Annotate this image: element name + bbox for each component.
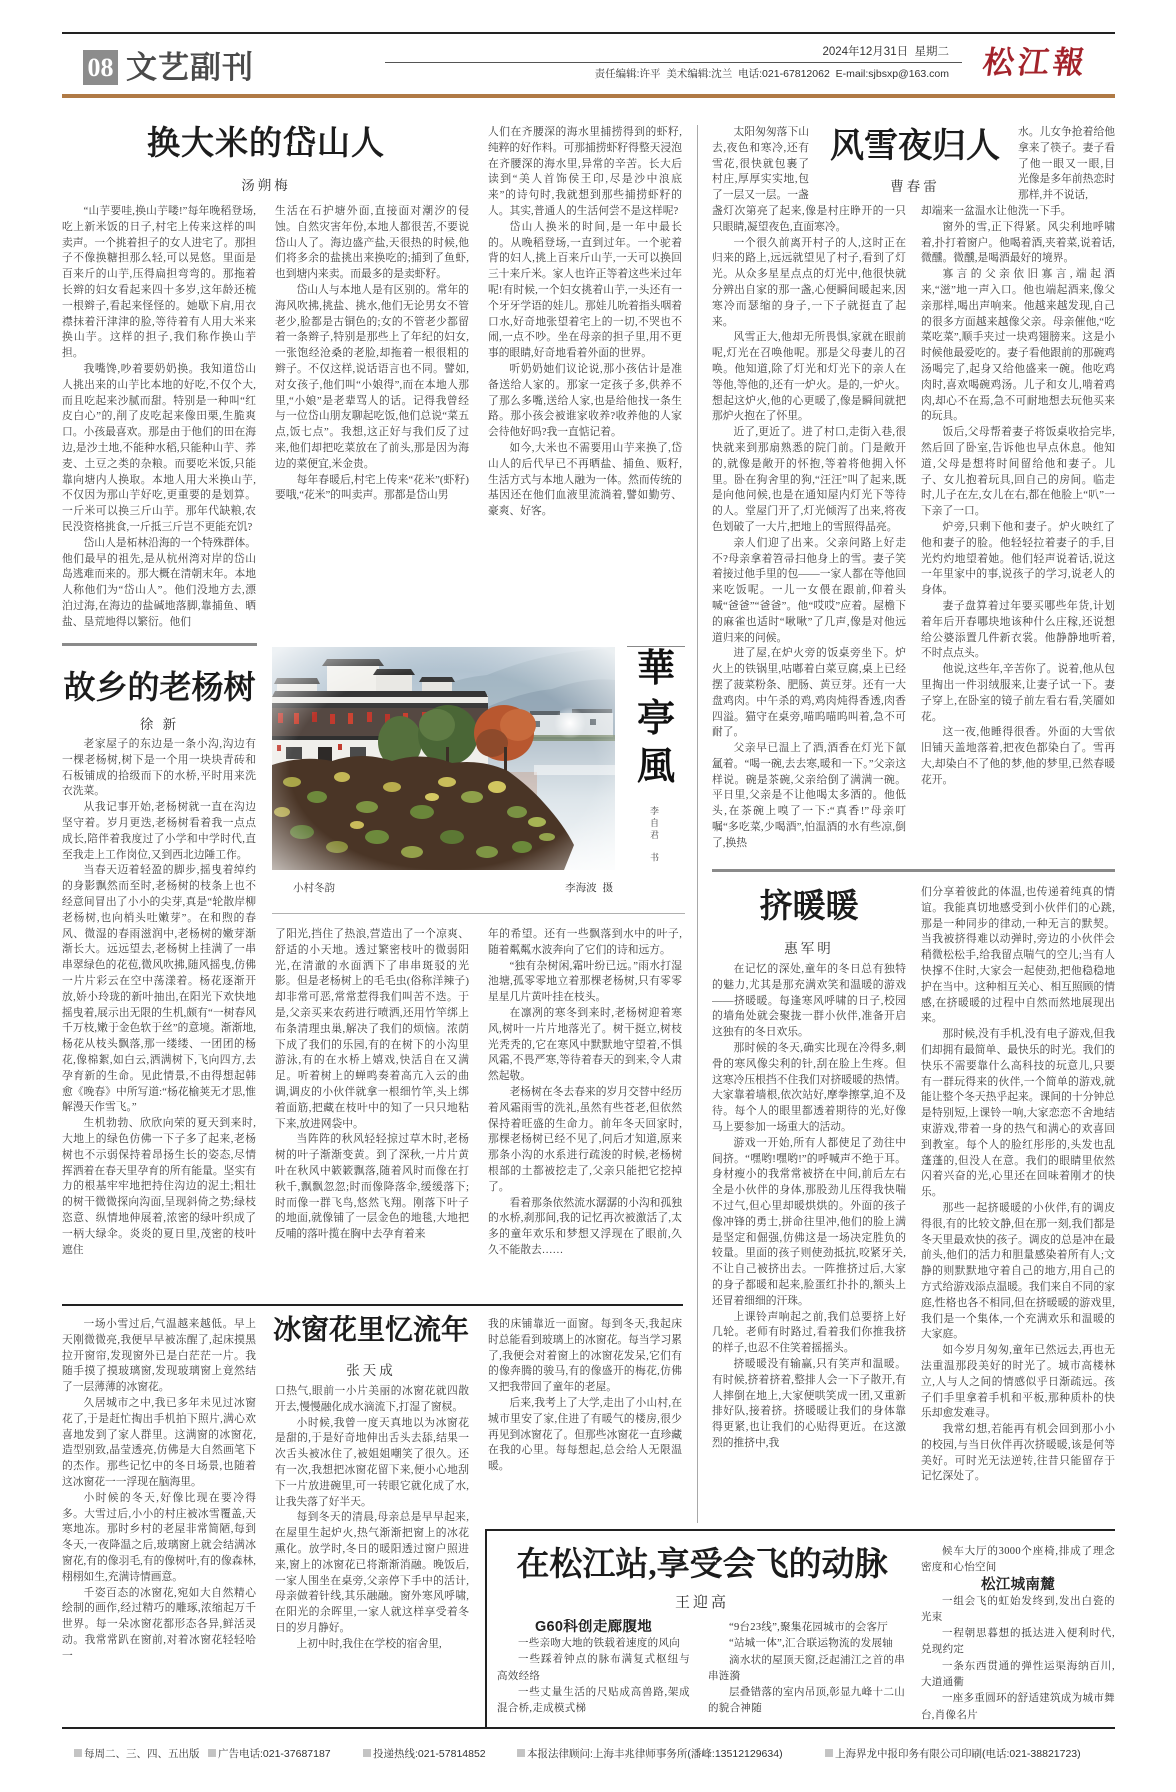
paragraph: 太阳匆匆落下山去,夜色和寒冷,还有雪花,很快就包裹了村庄,厚厚实实地,包了一层又一层。一盏 <box>712 126 809 202</box>
paragraph: 层叠错落的室内吊顶,彰显九峰十二山的貌合神随 <box>708 1687 905 1715</box>
poem-box-left-border <box>485 1529 487 1727</box>
article-author: 汤朔梅 <box>241 178 291 193</box>
article-column <box>488 125 682 631</box>
photo-village-winter <box>272 647 615 870</box>
paragraph: 们分享着彼此的体温,也传递着纯真的情谊。我能真切地感受到小伙伴们的心跳,那是一种同步的律动,一种无言的默契。当我被挤得难以动弹时,旁边的小伙伴会稍微松松手,给我留点喘气的空儿;当有人快撑不住时,大家会一起使劲,把他稳稳地护在当中。这种相互关心、相互照顾的情感,在挤暖暖的过程中自然而然地展现出来。 <box>921 886 1115 1025</box>
article-column-narrow <box>712 125 809 204</box>
vertical-divider <box>697 125 698 1523</box>
footer-item-schedule <box>74 1747 200 1761</box>
article-column <box>275 927 469 1291</box>
paragraph: 如今岁月匆匆,童年已然远去,再也无法重温那段美好的时光了。城市高楼林立,人与人之间的情感似乎日渐疏远。孩子们手里拿着手机和平板,那种质朴的快乐却愈发难寻。 <box>921 1344 1115 1420</box>
paragraph: 在记忆的深处,童年的冬日总有独特的魅力,尤其是那充满欢笑和温暖的游戏——挤暖暖。每逢寒风呼啸的日子,校园的墙角处就会聚拢一群小伙伴,准备开启这独有的冬日欢乐。 <box>712 963 906 1039</box>
paragraph: 我常幻想,若能再有机会回到那小小的校园,与当日伙伴再次挤暖暖,该是何等美好。可时光无法逆转,往昔只能留存于记忆深处了。 <box>921 1423 1115 1483</box>
paragraph: 上初中时,我住在学校的宿舍里, <box>296 1637 442 1650</box>
poem-author: 王迎高 <box>674 1595 729 1611</box>
poem-lines <box>921 1544 1115 1577</box>
header-brown-rule <box>62 94 1115 98</box>
poem-column <box>497 1619 690 1725</box>
footer-item-printer <box>825 1747 1081 1761</box>
article-author: 徐 新 <box>139 717 180 732</box>
article-column <box>275 1384 469 1717</box>
paragraph: 游戏一开始,所有人都使足了劲往中间挤。“嘿哟!嘿哟!”的呼喊声不绝于耳。身材瘦小的我常常被挤在中间,前后左右全是小伙伴的身体,那股劲儿压得我快喘不过气,但心里却暖烘烘的。外面的孩子像冲锋的勇士,拼命往里冲,他们的脸上满是坚定和倔强,仿佛这是一场决定胜负的较量。里面的孩子则使劲抵抗,咬紧牙关,不让自己被挤出去。一阵推挤过后,大家的身子都暖和起来,脸蛋红扑扑的,额头上还冒着细细的汗珠。 <box>712 1136 906 1307</box>
paragraph: 一组会飞的虹始发终到,发出白瓷的光束 <box>921 1595 1115 1623</box>
paragraph: 那些一起挤暖暖的小伙伴,有的调皮得很,有的比较文静,但在那一刻,我们都是冬天里最欢快的孩子。调皮的总是冲在最前头,他们的活力和胆量感染着所有人;文静的则默默地守着自己的地方,用自己的方式给游戏添点温暖。我们来自不同的家庭,性格也各不相同,但在挤暖暖的游戏里,我们是一个集体,一个充满欢乐和温暖的大家庭。 <box>921 1201 1115 1341</box>
footer-text: 每周二、三、四、五出版 <box>84 1748 200 1760</box>
paragraph: 年的希望。还有一些飘落到水中的叶子,随着粼粼水波奔向了它们的诗和远方。 <box>488 928 682 956</box>
square-bullet-icon <box>517 1749 525 1757</box>
footer-item-delivery <box>363 1747 486 1761</box>
paragraph: 盏灯次第亮了起来,像是村庄睁开的一只只眼睛,凝望夜色,直面寒冷。 <box>712 205 906 233</box>
paragraph: 口热气,眼前一小片美丽的冰窗花就四散开去,慢慢融化成水滴流下,打湿了窗棂。 <box>275 1385 469 1413</box>
paragraph: 我的床铺靠近一面窗。每到冬天,我起床时总能看到玻璃上的冰窗花。每当学习累了,我便会对着窗上的冰窗花发呆,它们有的像奔腾的骏马,有的像盛开的梅花,仿佛又把我带回了童年的老屋。 <box>488 1318 682 1394</box>
paragraph: 挤暖暖没有输赢,只有笑声和温暖。有时候,挤着挤着,整排人会一下子散开,有人摔倒在地上,大家便哄笑成一团,又重新排好队,接着挤。挤暖暖让我们的身体靠得更紧,也让我们的心贴得更近。在这激烈的推挤中,我 <box>712 1357 906 1449</box>
paragraph: 风雪正大,他却无所畏惧,家就在眼前呢,灯光在召唤他呢。那是父母妻儿的召唤。他知道,除了灯光和灯光下的亲人在等他,等他的,还有一炉火。是的,一炉火。想起这炉火,他的心更暖了,像是瞬间就把那炉火抱在了怀里。 <box>712 331 906 423</box>
paragraph: 当阵阵的秋风轻轻掠过草木时,老杨树的叶子渐渐变黄。到了深秋,一片片黄叶在秋风中簌簌飘落,随着风时而像在打秋千,飘飘忽忽;时而像降落伞,缓缓落下;时而像一群飞鸟,悠然飞翔。刚落下叶子的地面,就像铺了一层金色的地毯,大地把反哺的落叶揽在胸中去孕育着来 <box>275 1133 469 1241</box>
square-bullet-icon <box>208 1749 216 1757</box>
paragraph: 每年春暖后,村宅上传来“花米”(虾籽)要哦,“花米”的叫卖声。那都是岱山男 <box>275 473 469 502</box>
square-bullet-icon <box>74 1749 82 1757</box>
page-bottom-rule <box>62 1727 1115 1729</box>
newspaper-logo: 松江報 <box>980 45 1091 80</box>
paragraph: 我嘴馋,吵着要奶奶换。我知道岱山人挑出来的山芋比本地的好吃,不仅个大,而且吃起来沙腻而甜。特别是一种叫“红皮白心”的,削了皮吃起来像田栗,生脆爽口。小孩最喜欢。那是由于他们的田在海边,是沙土地,不能种水稻,只能种山芋、荞麦、土豆之类的杂粮。而要吃米饭,只能靠向塘内人换取。本地人用大米换山芋,不仅因为那山芋好吃,更重要的是划算。一斤米可以换三斤山芋。那年代缺粮,农民没资格挑食,一斤抵三斤岂不更能充饥? <box>62 362 256 533</box>
footer-text: 上海界龙中报印务有限公司印刷(电话:021-38821723) <box>835 1748 1081 1760</box>
article-author: 曹春雷 <box>890 179 940 194</box>
article-top-rule <box>62 643 257 646</box>
article-top-rule <box>712 869 1115 872</box>
paragraph: 老家屋子的东边是一条小沟,沟边有一棵老杨树,树下是一个用一块块青砖和石板铺成的拾级而下的水桥,平时用来洗衣洗菜。 <box>62 738 256 798</box>
footer-item-ad-phone <box>208 1747 331 1761</box>
footer-text: 投递热线:021-57814852 <box>373 1748 486 1760</box>
photo-credit: 李海波 摄 <box>565 882 613 894</box>
poem-column <box>708 1620 905 1724</box>
paragraph: 一场小雪过后,气温越来越低。早上天刚微微亮,我便早早被冻醒了,起床摸黑拉开窗帘,发现窗外已是白茫茫一片。我随手摸了摸玻璃窗,发现玻璃窗上竟然结了一层薄薄的冰窗花。 <box>62 1318 256 1394</box>
article-column <box>62 204 256 631</box>
landscape-photo-icon <box>272 647 615 870</box>
paragraph: 岱山人是柘林沿海的一个特殊群体。他们最早的祖先,是从杭州湾对岸的岱山岛逃难而来的。那大概在清朝末年。本地人称他们为“岱山人”。他们没地方去,漂泊过海,在海边的盐碱地落脚,靠捕鱼、晒盐、垦荒地得以繁衍。他们 <box>62 536 256 628</box>
paragraph: 人们在齐腰深的海水里捕捞得到的虾籽,纯粹的好作料。可那捕捞虾籽得整天浸泡在齐腰深的海水里,异常的辛苦。长大后读到“美人首饰侯王印,尽是沙中浪底来”的诗句时,我就想到那些捕捞虾籽的人。其实,普通人的生活何尝不是这样呢? <box>488 126 682 217</box>
paragraph: 一条东西贯通的弹性运渠海纳百川,大道通衢 <box>921 1660 1115 1689</box>
paragraph: 小时候,我曾一度天真地以为冰窗花是甜的,于是好奇地伸出舌头去舔,结果一次舌头被冰住了,被姐姐嘲笑了很久。还有一次,我想把冰窗花留下来,便小心地刮下一片放进碗里,可一转眼它就化成了水,让我失落了好半天。 <box>275 1416 469 1508</box>
footer-text: 本报法律顾问:上海丰兆律师事务所(潘峰:13512129634) <box>527 1748 783 1760</box>
paragraph: 炉旁,只剩下他和妻子。炉火映红了他和妻子的脸。他轻轻拉着妻子的手,目光灼灼地望着她。他们轻声说着话,说这一年里家中的事,说孩子的学习,说老人的身体。 <box>921 520 1115 597</box>
poem-lines <box>497 1636 690 1717</box>
paragraph: 如今,大米也不需要用山芋来换了,岱山人的后代早已不再晒盐、捕鱼、贩籽,生活方式与本地人融为一体。然而传统的基因还在他们血液里流淌着,譬如勤劳、豪爽、好客。 <box>488 441 682 518</box>
paragraph: 却端来一盆温水让他洗一下手。 <box>921 205 1072 217</box>
paragraph: 水。儿女争抢着给他拿来了筷子。妻子看了他一眼又一眼,目光像是多年前热恋时那样,并不说话, <box>1018 126 1115 202</box>
article-title: 换大米的岱山人 <box>147 126 385 162</box>
paragraph: 那时候,没有手机,没有电子游戏,但我们却拥有最简单、最快乐的时光。我们的快乐不需要靠什么高科技的玩意儿,只要有一群玩得来的伙伴,一个简单的游戏,就能让整个冬天热乎起来。课间的十分钟总是特别短,上课铃一响,大家恋恋不舍地结束游戏,带着一身的热气和满心的欢喜回到教室。每个人的脸红彤彤的,头发也乱蓬蓬的,但没人在意。我们的眼睛里依然闪着兴奋的光,心里还在回味着刚才的快乐。 <box>921 1028 1115 1199</box>
article-column <box>921 885 1115 1518</box>
calligraphy-char: 華 <box>636 648 675 690</box>
article-column <box>488 1317 682 1507</box>
poem-box-top-border <box>485 1529 1115 1531</box>
paragraph: 近了,更近了。进了村口,走街入巷,很快就来到那扇熟悉的院门前。门是敞开的,就像是敞开的怀抱,等着将他拥入怀里。卧在狗舍里的狗,“汪汪”叫了起来,既是向他问候,也是在通知屋内灯光下等待的人。堂屋门开了,灯光倾泻了出来,将夜色划破了一大片,把地上的雪照得晶亮。 <box>712 426 906 533</box>
poem-section-heading: 松江城南麓 <box>981 1576 1055 1593</box>
page-number-badge: 08 <box>83 50 118 85</box>
article-author: 张天成 <box>346 1363 396 1378</box>
paragraph: 后来,我考上了大学,走出了小山村,在城市里安了家,住进了有暖气的楼房,很少再见到冰窗花了。但那些冰窗花一直珍藏在我的心里。每每想起,总会给人无限温暖。 <box>488 1396 682 1473</box>
paragraph: 在凛冽的寒冬到来时,老杨树迎着寒风,树叶一片片地落光了。树干挺立,树枝光秃秃的,它在寒风中默默地守望着,不惧风霜,不畏严寒,等待着春天的到来,令人肃然起敬。 <box>488 1006 682 1083</box>
poem-section-heading: G60科创走廊腹地 <box>534 1619 653 1635</box>
paragraph: 妻子盘算着过年要买哪些年货,计划着年后开春哪块地该种什么庄稼,还说想给公婆添置几件新衣裳。他静静地听着,不时点点头。 <box>921 599 1115 660</box>
header-top-rule <box>62 32 1115 34</box>
article-column <box>921 204 1115 852</box>
paragraph: 老杨树在冬去春来的岁月交替中经历着风霜雨雪的洗礼,虽然有些苍老,但依然保持着旺盛的生命力。前年冬天回家时,那棵老杨树已经不见了,问后才知道,原来那条小沟的水系进行疏浚的时候,老杨树根部的土都被挖走了,父亲只能把它挖掉了。 <box>488 1085 682 1193</box>
paragraph: 上课铃声响起之前,我们总要挤上好几轮。老师有时路过,看着我们你推我挤的样子,也忍不住笑着摇摇头。 <box>712 1310 906 1355</box>
issue-date: 2024年12月31日 星期二 <box>822 46 949 58</box>
article-column <box>488 927 682 1291</box>
calligraphy-char: 風 <box>636 746 675 788</box>
paragraph: 生活在石护塘外面,直接面对潮汐的侵蚀。自然灾害年份,本地人都很苦,不要说岱山人了。海边盛产盐,天很热的时候,他们将多余的盐挑出来换吃的;捕到了鱼虾,也到塘内来卖。而最多的是卖虾籽。 <box>275 205 469 281</box>
paragraph: 久居城市之中,我已多年未见过冰窗花了,于是赶忙掏出手机拍下照片,满心欢喜地发到了家人群里。这满窗的冰窗花,造型别致,晶莹透亮,仿佛是大自然画笔下的杰作。那些记忆中的冬日场景,也随着这冰窗花一一浮现在脑海里。 <box>62 1396 256 1488</box>
paragraph: 了阳光,挡住了热浪,营造出了一个凉爽、舒适的小天地。透过繁密枝叶的微弱阳光,在清澈的水面洒下了串串斑驳的光影。但是老杨树上的毛毛虫(俗称洋辣子)却非常可恶,常常惹得我们叫苦不迭。于是,父亲买来农药进行喷洒,还用竹竿绑上布条清理虫巢,解决了我们的烦恼。浓荫下成了我们的乐园,有的在树下的小沟里游泳,有的在水桥上嬉戏,快活自在又满足。听着树上的蝉鸣奏着高亢入云的曲调,调皮的小伙伴就拿一根细竹竿,头上绑着面筋,把藏在枝叶中的知了一只只地粘下来,放进网袋中。 <box>275 928 469 1130</box>
paragraph: 生机勃勃、欣欣向荣的夏天到来时,大地上的绿色仿佛一下子多了起来,老杨树也不示弱保持着昂扬生长的姿态,尽情挥洒着在春天里孕育的所有能量。坚实有力的根基牢牢地把持住沟边的泥土;粗壮的树干微微探向沟面,呈现斜倚之势;绿枝恣意、纵情地伸展着,浓密的绿叶织成了一柄大绿伞。炎炎的夏日里,茂密的枝叶遮住 <box>62 1117 256 1256</box>
paragraph: 一些亲吻大地的铁载着速度的风向 <box>518 1638 680 1649</box>
paragraph: 每到冬天的清晨,母亲总是早早起来,在屋里生起炉火,热气渐渐把窗上的冰花熏化。放学时,冬日的暖阳透过窗户照进来,窗上的冰窗花已将渐渐消融。晚饭后,一家人围坐在桌旁,父亲停下手中的活计,母亲做着针线,其乐融融。窗外寒风呼啸,在阳光的余晖里,一家人就这样享受着冬日的岁月静好。 <box>275 1511 469 1634</box>
photo-bottom-rule <box>272 913 685 914</box>
paragraph: 一程朝思暮想的抵达进入便利时代,兑现约定 <box>921 1628 1115 1656</box>
paragraph: 千姿百态的冰窗花,宛如大自然精心绘制的画作,经过精巧的雕琢,浓缩起万千世界。每一朵冰窗花都形态各异,鲜活灵动。我常常趴在窗前,对着冰窗花轻轻哈一 <box>62 1586 256 1662</box>
paragraph: “9台23线”,聚集花园城市的会客厅 <box>729 1622 889 1633</box>
footer-item-legal <box>517 1747 783 1761</box>
paragraph: 亲人们迎了出来。父亲问路上好走不?母亲拿着笤帚扫他身上的雪。妻子笑着接过他手里的包——一家人都在等他回来吃饭呢。一儿一女偎在跟前,仰着头喊“爸爸”“爸爸”。他“哎哎”应着。屋檐下的麻雀也适时“啾啾”了几声,像是对他远道归来的问候。 <box>712 536 906 644</box>
paragraph: 听奶奶她们议论说,那小孩估计是准备送给人家的。那家一定孩子多,供养不了那么多嘴,送给人家,也是给他找一条生路。那小孩会被谁家收养?收养他的人家会待他好吗?我一直惦记着。 <box>488 362 682 439</box>
paragraph: 岱山人与本地人是有区别的。常年的海风吹拂,挑盐、挑水,他们无论男女不管老少,脸都是古铜色的;女的不管老少都留着一条辫子,特别是那些上了年纪的妇女,一张饱经沧桑的老脸,却拖着一根很粗的辫子。不仅这样,说话语言也不同。譬如,对女孩子,他们叫“小娘得”,而在本地人那里,“小娘”是老辈骂人的话。记得我曾经与一位岱山朋友聊起吃饭,他们总说“菜五点,饭七点”。我想,这正好与我们反了过来,他们却把吃菜放在了前头,那是因为海边的菜便宜,米金贵。 <box>275 283 469 470</box>
article-author: 惠军明 <box>784 941 834 956</box>
article-column <box>62 737 256 1290</box>
paragraph: 寡言的父亲依旧寡言,端起酒来,“滋”地一声入口。他也端起酒来,像父亲那样,喝出声响来。他越来越发现,自己的很多方面越来越像父亲。母亲催他,“吃菜吃菜”,顺手夹过一块鸡翅膀来。这是小时候他最爱吃的。妻子看他跟前的那碗鸡汤喝完了,起身又给他盛来一碗。他吃鸡肉时,喜欢喝碗鸡汤。儿子和女儿,啃着鸡肉,却心不在焉,急不可耐地想去玩他买来的玩具。 <box>921 268 1115 423</box>
article-column <box>712 962 906 1516</box>
paragraph: 窗外的雪,正下得紧。风尖利地呼啸着,扑打着窗户。他喝着酒,夹着菜,说着话,微醺。微醺,是喝酒最好的境界。 <box>921 220 1115 265</box>
paragraph: 那时候的冬天,确实比现在冷得多,刺骨的寒风像尖利的针,刮在脸上生疼。但这寒冷压根挡不住我们对挤暖暖的热情。大家靠着墙根,依次站好,摩拳擦掌,迫不及待。每个人的眼里都透着期待的光,好像马上要参加一场重大的活动。 <box>712 1041 906 1133</box>
paragraph: “站城一体”,汇合联运物流的发展轴 <box>729 1638 894 1650</box>
paragraph: 进了屋,在炉火旁的饭桌旁坐下。炉火上的铁锅里,咕嘟着白菜豆腐,桌上已经摆了菠菜粉条、肥肠、黄豆芽。还有一大盘鸡肉。中午杀的鸡,鸡肉炖得香透,肉香四溢。猫守在桌旁,喵呜喵呜叫着,急不可耐了。 <box>712 647 906 739</box>
paragraph: 小时候的冬天,好像比现在要冷得多。大雪过后,小小的村庄被冰雪覆盖,天寒地冻。那时乡村的老屋非常简陋,每到冬天,一夜降温之后,玻璃窗上就会结满冰窗花,有的像羽毛,有的像树叶,有的像森林,栩栩如生,充满诗情画意。 <box>62 1491 256 1583</box>
paragraph: 一些踩着钟点的脉布满复式枢纽与高效经络 <box>497 1654 690 1682</box>
paragraph: 一些丈量生活的尺贴成高兽路,架成混合桥,走成模式梯 <box>497 1686 690 1715</box>
photo-caption: 小村冬韵 <box>293 882 335 894</box>
header-info-rule <box>385 62 962 63</box>
calligraphy-top-rule <box>627 646 685 647</box>
poem-title: 在松江站,享受会飞的动脉 <box>516 1547 888 1583</box>
paragraph: 一座多重圆环的舒适建筑成为城市舞台,肖像名片 <box>921 1693 1115 1721</box>
paragraph: 他说,这些年,辛苦你了。说着,他从包里掏出一件羽绒服来,让妻子试一下。妻子穿上,在卧室的镜子前左看右看,笑靥如花。 <box>921 663 1115 723</box>
footer-text: 广告电话:021-37687187 <box>218 1748 331 1760</box>
paragraph: “独有杂树闲,霜叶纷已远。”雨水打湿池塘,孤零零地立着那棵老杨树,只有零零星星几片黄叶挂在枝头。 <box>488 959 682 1004</box>
square-bullet-icon <box>363 1749 371 1757</box>
calligraphy-char: 亭 <box>636 698 675 740</box>
paragraph: 父亲早已温上了酒,酒香在灯光下氤氲着。“喝一碗,去去寒,暖和一下。”父亲这样说。碗是茶碗,父亲给倒了满满一碗。平日里,父亲是不让他喝太多酒的。他低头,在茶碗上嗅了一下:“真香!”母亲叮嘱“多吃菜,少喝酒”,怕温酒的水有些凉,倒了,换热 <box>712 742 906 849</box>
paragraph: 一个很久前离开村子的人,这时正在归来的路上,远远就望见了村子,看到了灯光。从众多星星点点的灯光中,他很快就分辨出自家的那一盏,心便瞬间暖起来,因寒冷而瑟缩的身子,一下子就挺直了起来。 <box>712 236 906 328</box>
article-column-narrow <box>1018 125 1115 204</box>
square-bullet-icon <box>825 1749 833 1757</box>
article-title: 挤暖暖 <box>759 889 859 925</box>
calligraphy-signature: 李自君 书 <box>649 806 659 865</box>
editor-contact-line: 责任编辑:许平 美术编辑:沈兰 电话:021-67812062 E-mail:sjbsxp@163.com <box>594 68 949 80</box>
paragraph: “山芋要哇,换山芋喽!”每年晚稻登场,吃上新米饭的日子,村宅上传来这样的叫卖声。一个挑着担子的女人进宅了。那担子不像换糖担那么轻,可以晃悠。里面是百来斤的山芋,压得扁担弯弯的。那拖着长辫的妇女看起来四十多岁,这年龄还梳一根辫子,看起来怪怪的。她歇下肩,用衣襟抹着汗津津的脸,等待着有人用大米来换山芋。这样的担子,我们称作换山芋担。 <box>62 205 256 360</box>
paragraph: 候车大厅的3000个座椅,排成了理念密度和心怡空间 <box>921 1546 1115 1574</box>
paragraph: 岱山人换米的时间,是一年中最长的。从晚稻登场,一直到过年。一个驼着背的妇人,挑上百来斤山芋,一天可以换回三十来斤米。家人也许正等着这些米过年呢!有时候,一个妇女挑着山芋,一头还有一个牙牙学语的娃儿。那娃儿吮着指头咽着口水,好奇地张望着宅上的一切,不哭也不闹,一点不吵。坐在母亲的担子里,用不更事的眼睛,好奇地看着外面的世界。 <box>488 220 682 360</box>
article-column <box>62 1317 256 1713</box>
paragraph: 从我记事开始,老杨树就一直在沟边坚守着。岁月更迭,老杨树看着我一点点成长,陪伴着我度过了小学和中学时代,直至我走上工作岗位,又到西北边陲工作。 <box>62 801 256 861</box>
paragraph: 饭后,父母帮着妻子将饭桌收拾完毕,然后回了卧室,告诉他也早点休息。他知道,父母是想将时间留给他和妻子。儿子、女儿抱着玩具,回自己的房间。临走时,儿子在左,女儿在右,都在他脸上“叭”一下亲了一口。 <box>921 426 1115 518</box>
paragraph: 当春天迈着轻盈的脚步,摇曳着绰约的身影飘然而至时,老杨树的枝条上也不经意间冒出了小小的尖芽,真是“轮散岸柳老杨树,也向梢头吐嫩芽”。在和煦的春风、微湿的春雨滋润中,老杨树的嫩芽渐渐长大。远远望去,老杨树上挂满了一串串翠绿色的花苞,微风吹拂,随风摇曳,仿佛一片片彩云在空中荡漾着。杨花逐渐开放,娇小玲珑的新叶抽出,在阳光下欢快地摇曳着,展示出无限的生机,颇有“一树春风千万枝,嫩于金色软于丝”的意境。渐渐地,杨花从枝头飘落,那一缕缕、一团团的杨花,像棉絮,如白云,洒满树下,飞向四方,去孕育新的生命。见此情景,不由得想起韩愈《晚春》中所写道:“杨花榆荚无才思,惟解漫天作雪飞。” <box>62 864 256 1114</box>
section-title: 文艺副刊 <box>126 50 254 85</box>
article-title: 风雪夜归人 <box>830 128 1000 165</box>
article-column <box>712 204 906 852</box>
poem-lines <box>921 1594 1115 1724</box>
paragraph: 这一夜,他睡得很香。外面的大雪依旧铺天盖地落着,把夜色都染白了。雪再大,却染白不了他的梦,他的梦里,已然春暖花开。 <box>921 726 1115 786</box>
article-title: 冰窗花里忆流年 <box>272 1315 469 1346</box>
poem-column <box>921 1544 1115 1726</box>
paragraph: 看着那条依然流水潺潺的小沟和孤独的水桥,刹那间,我的记忆再次被激活了,太多的童年欢乐和梦想又浮现在了眼前,久久不能散去…… <box>488 1196 682 1256</box>
article-title: 故乡的老杨树 <box>63 669 256 705</box>
article-column <box>275 204 469 631</box>
paragraph: 滴水状的屋顶天窗,泛起浦江之首的串串涟漪 <box>708 1654 905 1682</box>
article-top-rule <box>62 1304 683 1306</box>
